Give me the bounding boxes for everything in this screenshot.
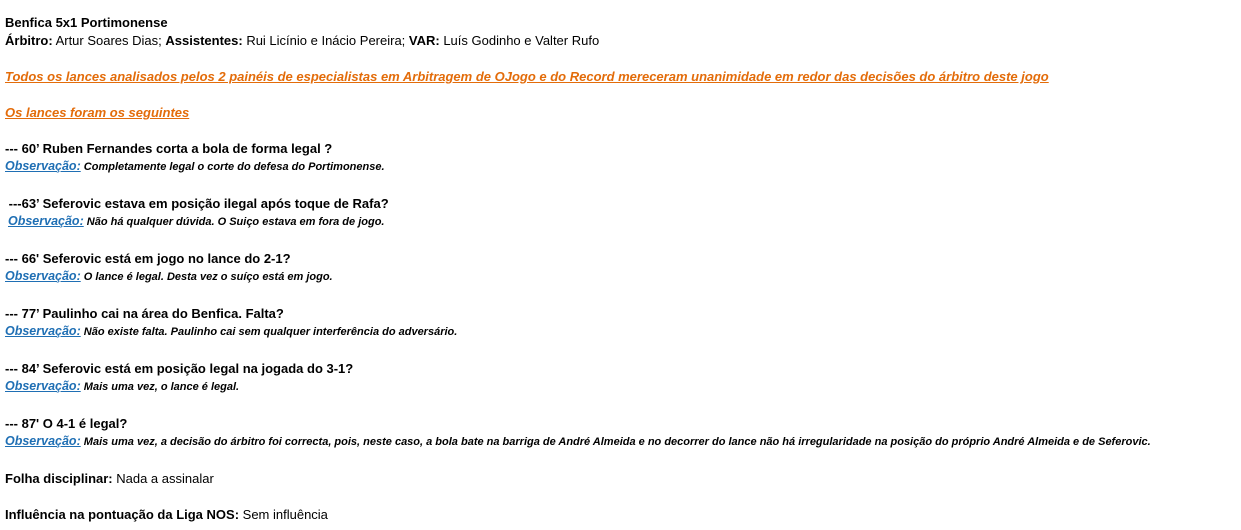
spacer xyxy=(5,122,1235,140)
summary-text: Todos os lances analisados pelos 2 painéis de especialistas em Arbitragem de OJogo e do Record mereceram unanimidade em redor das decisões do árbitro deste jogo xyxy=(5,69,1049,84)
play-question-6: --- 87' O 4-1 é legal? xyxy=(5,416,128,431)
summary-line xyxy=(5,68,1235,86)
observation-label: Observação: xyxy=(5,379,81,393)
observation-label: Observação: xyxy=(5,269,81,283)
play-observation-2 xyxy=(5,213,1235,230)
discipline-line xyxy=(5,470,1235,488)
play-observation-3 xyxy=(5,268,1235,285)
var-label: VAR: xyxy=(408,33,440,48)
play-question-4: --- 77’ Paulinho cai na área do Benfica. Falta? xyxy=(5,306,284,321)
observation-label: Observação: xyxy=(5,324,81,338)
match-title: Benfica 5x1 Portimonense xyxy=(5,15,168,30)
influence-value: Sem influência xyxy=(239,507,328,522)
spacer xyxy=(5,230,1235,250)
var-value: Luís Godinho e Valter Rufo xyxy=(439,33,600,48)
referee-value: Artur Soares Dias; xyxy=(52,33,166,48)
spacer xyxy=(5,86,1235,104)
play-question-3: --- 66' Seferovic está em jogo no lance do 2-1? xyxy=(5,251,291,266)
spacer xyxy=(5,285,1235,305)
play-question-1: --- 60’ Ruben Fernandes corta a bola de forma legal ? xyxy=(5,141,333,156)
spacer xyxy=(5,450,1235,470)
spacer xyxy=(5,50,1235,68)
assistants-label: Assistentes: xyxy=(165,33,243,48)
influence-label: Influência na pontuação da Liga NOS: xyxy=(5,507,240,522)
play-question-5: --- 84’ Seferovic está em posição legal na jogada do 3-1? xyxy=(5,361,354,376)
officials-line xyxy=(5,32,1235,50)
play-question-2 xyxy=(5,195,1235,213)
spacer xyxy=(5,488,1235,506)
spacer xyxy=(5,395,1235,415)
referee-label: Árbitro: xyxy=(5,33,53,48)
observation-text: O lance é legal. Desta vez o suíço está em jogo. xyxy=(83,271,333,283)
document-body xyxy=(5,14,1235,524)
observation-label: Observação: xyxy=(5,159,81,173)
discipline-label: Folha disciplinar: xyxy=(5,471,113,486)
observation-text: Mais uma vez, o lance é legal. xyxy=(83,381,240,393)
section-title-line xyxy=(5,104,1235,122)
spacer xyxy=(5,340,1235,360)
influence-line xyxy=(5,506,1235,524)
section-title: Os lances foram os seguintes xyxy=(5,105,190,120)
observation-text: Não há qualquer dúvida. O Suiço estava em fora de jogo. xyxy=(86,216,385,228)
observation-label: Observação: xyxy=(8,214,84,228)
assistants-value: Rui Licínio e Inácio Pereira; xyxy=(242,33,409,48)
play-observation-5 xyxy=(5,378,1235,395)
play-observation-1 xyxy=(5,158,1235,175)
play-observation-4 xyxy=(5,323,1235,340)
observation-text: Mais uma vez, a decisão do árbitro foi correcta, pois, neste caso, a bola bate na barriga de André Almeida e no decorrer do lance não há irregularidade na posição do próprio André Almeida e de Seferovic. xyxy=(83,436,1151,448)
question-text: ---63’ Seferovic estava em posição ilegal após toque de Rafa? xyxy=(5,196,389,211)
discipline-value: Nada a assinalar xyxy=(112,471,214,486)
play-observation-6 xyxy=(5,433,1235,450)
observation-text: Não existe falta. Paulinho cai sem qualquer interferência do adversário. xyxy=(83,326,458,338)
observation-label: Observação: xyxy=(5,434,81,448)
spacer xyxy=(5,175,1235,195)
observation-text: Completamente legal o corte do defesa do Portimonense. xyxy=(83,161,385,173)
